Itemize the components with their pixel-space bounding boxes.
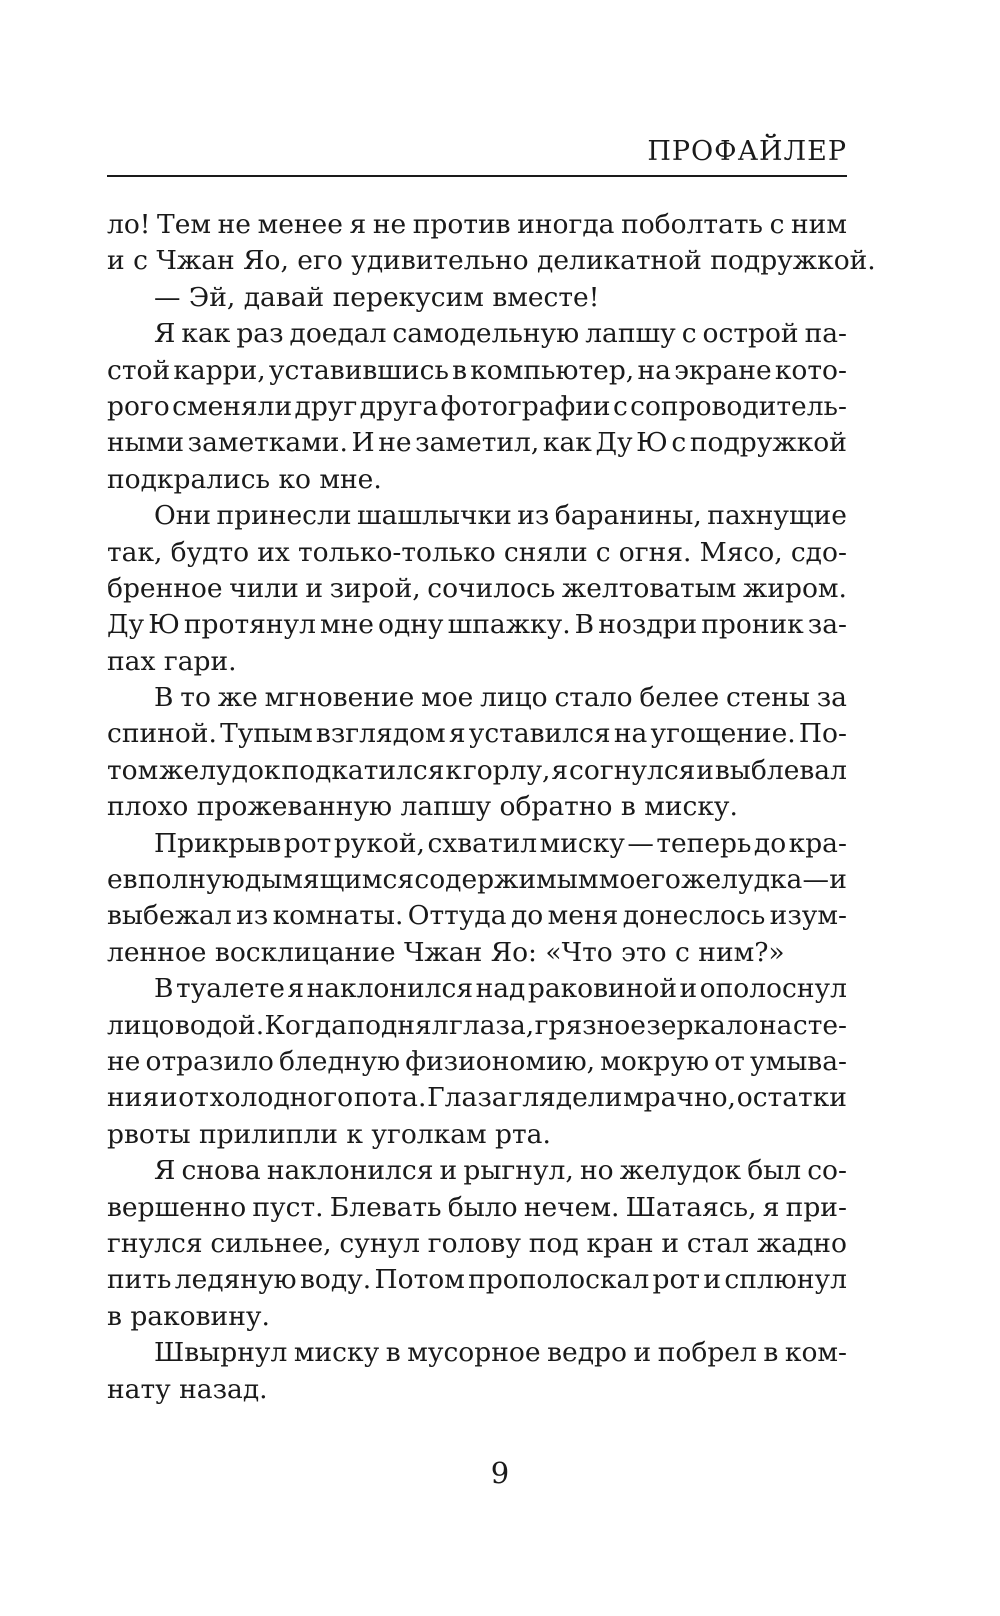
text-line: выбежал из комнаты. Оттуда до меня донеслось изум- xyxy=(107,900,847,932)
page-number: 9 xyxy=(490,1456,510,1490)
running-head xyxy=(107,135,847,177)
text-line: гнулся сильнее, сунул голову под кран и стал жадно xyxy=(107,1227,847,1259)
text-line: Они принесли шашлычки из баранины, пахнущие xyxy=(154,500,847,532)
text-line: бренное чили и зирой, сочилось желтоватым жиром. xyxy=(107,572,847,604)
text-line: стой карри, уставившись в компьютер, на экране кото- xyxy=(107,354,847,386)
text-line: ев полную дымящимся содержимым моего желудка — и xyxy=(107,864,847,896)
text-line: Швырнул миску в мусорное ведро и побрел в ком- xyxy=(154,1337,847,1369)
text-line: не отразило бледную физиономию, мокрую от умыва- xyxy=(107,1045,847,1077)
text-line: пить ледяную воду. Потом прополоскал рот и сплюнул xyxy=(107,1264,847,1296)
text-line: Ду Ю протянул мне одну шпажку. В ноздри проник за- xyxy=(107,609,847,641)
text-line: спиной. Тупым взглядом я уставился на угощение. По- xyxy=(107,718,847,750)
running-title: ПРОФАЙЛЕР xyxy=(647,136,847,167)
text-line: плохо прожеванную лапшу обратно в миску. xyxy=(107,791,738,823)
text-line: том желудок подкатился к горлу, я согнулся и выблевал xyxy=(107,754,847,786)
text-line: В туалете я наклонился над раковиной и ополоснул xyxy=(154,973,847,1005)
text-line: ния и от холодного пота. Глаза глядели мрачно, остатки xyxy=(107,1082,847,1114)
text-line: и с Чжан Яо, его удивительно деликатной подружкой. xyxy=(107,245,876,277)
text-line: лицо водой. Когда поднял глаза, грязное зеркало на сте- xyxy=(107,1009,847,1041)
text-line: В то же мгновение мое лицо стало белее стены за xyxy=(154,682,847,714)
text-line: рого сменяли друг друга фотографии с сопроводитель- xyxy=(107,390,847,422)
text-line: подкрались ко мне. xyxy=(107,463,382,495)
text-line: вершенно пуст. Блевать было нечем. Шатаясь, я при- xyxy=(107,1191,847,1223)
text-line: ленное восклицание Чжан Яо: «Что это с ним?» xyxy=(107,936,785,968)
body-text xyxy=(107,207,876,1408)
text-line: так, будто их только-только сняли с огня. Мясо, сдо- xyxy=(107,536,847,568)
text-line: ло! Тем не менее я не против иногда поболтать с ним xyxy=(107,209,847,240)
text-line: Я снова наклонился и рыгнул, но желудок был со- xyxy=(154,1155,847,1187)
text-line: Прикрыв рот рукой, схватил миску — теперь до кра- xyxy=(154,827,847,859)
text-line: Я как раз доедал самодельную лапшу с острой па- xyxy=(154,318,847,350)
text-line: ными заметками. И не заметил, как Ду Ю с подружкой xyxy=(107,427,847,459)
text-line: рвоты прилипли к уголкам рта. xyxy=(107,1118,551,1150)
text-line: — Эй, давай перекусим вместе! xyxy=(154,281,600,313)
text-line: нату назад. xyxy=(107,1373,268,1405)
text-line: в раковину. xyxy=(107,1300,270,1332)
text-line: пах гари. xyxy=(107,645,237,677)
